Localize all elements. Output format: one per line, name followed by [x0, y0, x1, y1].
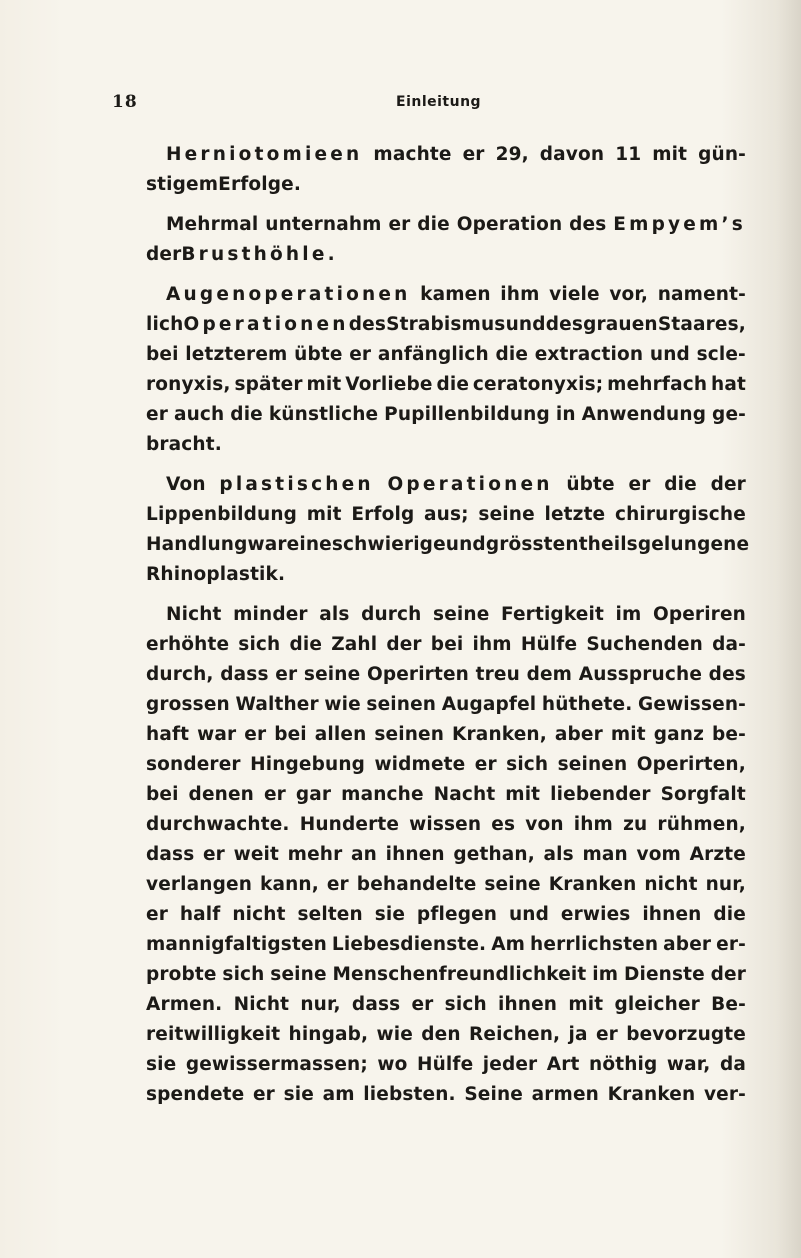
- text-line: stigem Erfolge.: [146, 174, 302, 195]
- text-line: bei letzterem übte er anfänglich die extraction und scle-: [146, 344, 746, 365]
- text-line: grossen Walther wie seinen Augapfel hüthete. Gewissen-: [146, 694, 746, 715]
- text-line: sie gewissermassen; wo Hülfe jeder Art nöthig war, da: [146, 1054, 746, 1075]
- text-line: Handlung war eine schwierige und grösstentheils gelungene: [146, 534, 750, 555]
- text-line: Mehrmal unternahm er die Operation des Empyem’s: [166, 214, 746, 235]
- text-line: Nicht minder als durch seine Fertigkeit im Operiren: [166, 604, 746, 625]
- text-line: Armen. Nicht nur, dass er sich ihnen mit gleicher Be-: [146, 994, 746, 1015]
- paragraph-fertigkeit: [146, 600, 746, 1110]
- text-line: er half nicht selten sie pflegen und erwies ihnen die: [146, 904, 746, 925]
- text-line: sonderer Hingebung widmete er sich seinen Operirten,: [146, 754, 746, 775]
- text-line: mannigfaltigsten Liebesdienste. Am herrlichsten aber er-: [146, 934, 746, 955]
- text-line: Rhinoplastik.: [146, 564, 286, 585]
- paragraph-herniotomieen: [146, 140, 746, 200]
- running-title: Einleitung: [396, 94, 482, 110]
- paragraph-augenoperationen: [146, 280, 746, 460]
- text-line: probte sich seine Menschenfreundlichkeit im Dienste der: [146, 964, 746, 985]
- text-line: durchwachte. Hunderte wissen es von ihm zu rühmen,: [146, 814, 746, 835]
- body-text: [146, 140, 750, 1120]
- text-line: erhöhte sich die Zahl der bei ihm Hülfe Suchenden da-: [146, 634, 746, 655]
- text-line: Herniotomieen machte er 29, davon 11 mit gün-: [166, 144, 746, 165]
- text-line: spendete er sie am liebsten. Seine armen Kranken ver-: [146, 1084, 746, 1105]
- text-line: bei denen er gar manche Nacht mit liebender Sorgfalt: [146, 784, 746, 805]
- text-line: reitwilligkeit hingab, wie den Reichen, ja er bevorzugte: [146, 1024, 746, 1045]
- text-line: Augenoperationen kamen ihm viele vor, nament-: [166, 284, 746, 305]
- text-line: ronyxis, später mit Vorliebe die ceratonyxis; mehrfach hat: [146, 374, 746, 395]
- text-line: bracht.: [146, 434, 222, 455]
- text-line: verlangen kann, er behandelte seine Kranken nicht nur,: [146, 874, 746, 895]
- text-line: lich Operationen des Strabismus und des grauen Staares,: [146, 314, 746, 335]
- text-line: er auch die künstliche Pupillenbildung in Anwendung ge-: [146, 404, 746, 425]
- paragraph-empyem: [146, 210, 746, 270]
- text-line: der Brusthöhle.: [146, 244, 338, 265]
- text-line: Von plastischen Operationen übte er die der: [166, 474, 746, 495]
- text-line: haft war er bei allen seinen Kranken, aber mit ganz be-: [146, 724, 746, 745]
- page-number: 18: [112, 92, 138, 112]
- paragraph-plastische-operationen: [146, 470, 750, 590]
- text-line: durch, dass er seine Operirten treu dem Ausspruche des: [146, 664, 746, 685]
- text-line: Lippenbildung mit Erfolg aus; seine letzte chirurgische: [146, 504, 746, 525]
- text-line: dass er weit mehr an ihnen gethan, als man vom Arzte: [146, 844, 746, 865]
- running-head: [0, 92, 801, 116]
